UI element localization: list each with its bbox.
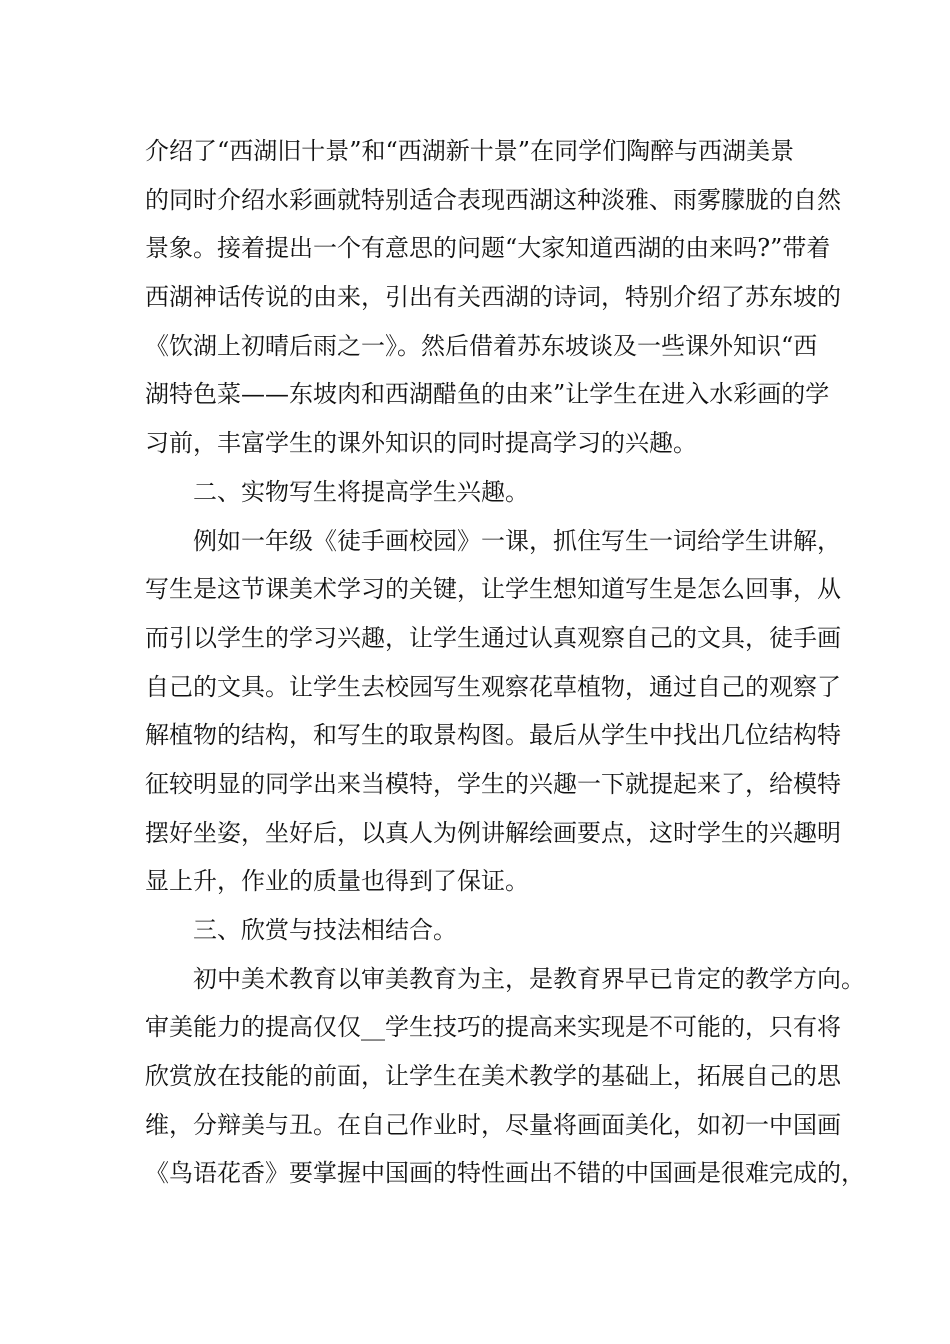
text-line: 《鸟语花香》要掌握中国画的特性画出不错的中国画是很难完成的， bbox=[145, 1159, 865, 1188]
text-line: 欣赏放在技能的前面，让学生在美术教学的基础上，拓展自己的思 bbox=[145, 1062, 841, 1091]
text-line: 的同时介绍水彩画就特别适合表现西湖这种淡雅、雨雾朦胧的自然 bbox=[145, 185, 841, 214]
section-heading: 三、欣赏与技法相结合。 bbox=[145, 916, 457, 944]
text-line: 而引以学生的学习兴趣，让学生通过认真观察自己的文具，徒手画 bbox=[145, 623, 841, 652]
text-line: 景象。接着提出一个有意思的问题“大家知道西湖的由来吗?”带着 bbox=[145, 234, 831, 263]
text-line: 征较明显的同学出来当模特，学生的兴趣一下就提起来了，给模特 bbox=[145, 769, 841, 798]
text-line: 初中美术教育以审美教育为主，是教育界早已肯定的教学方向。 bbox=[145, 964, 865, 993]
text-line: 显上升，作业的质量也得到了保证。 bbox=[145, 867, 529, 896]
text-line: 写生是这节课美术学习的关键，让学生想知道写生是怎么回事，从 bbox=[145, 575, 841, 604]
text-line: 维，分辩美与丑。在自己作业时，尽量将画面美化，如初一中国画 bbox=[145, 1110, 841, 1139]
text-line: 湖特色菜——东坡肉和西湖醋鱼的由来”让学生在进入水彩画的学 bbox=[145, 380, 830, 409]
text-line: 例如一年级《徒手画校园》一课，抓住写生一词给学生讲解， bbox=[145, 526, 841, 555]
text-line: 习前，丰富学生的课外知识的同时提高学习的兴趣。 bbox=[145, 429, 697, 458]
section-heading: 二、实物写生将提高学生兴趣。 bbox=[145, 477, 529, 506]
text-line: 西湖神话传说的由来，引出有关西湖的诗词，特别介绍了苏东坡的 bbox=[145, 283, 841, 312]
text-line: 解植物的结构，和写生的取景构图。最后从学生中找出几位结构特 bbox=[145, 721, 841, 750]
text-line: 《饮湖上初晴后雨之一》。然后借着苏东坡谈及一些课外知识“西 bbox=[145, 331, 818, 360]
text-line: 摆好坐姿，坐好后，以真人为例讲解绘画要点，这时学生的兴趣明 bbox=[145, 818, 841, 847]
text-line: 介绍了“西湖旧十景”和“西湖新十景”在同学们陶醉与西湖美景 bbox=[145, 137, 795, 165]
text-line: 审美能力的提高仅仅__学生技巧的提高来实现是不可能的，只有将 bbox=[145, 1013, 841, 1042]
text-line: 自己的文具。让学生去校园写生观察花草植物，通过自己的观察了 bbox=[145, 672, 841, 701]
body-text bbox=[145, 127, 865, 1198]
